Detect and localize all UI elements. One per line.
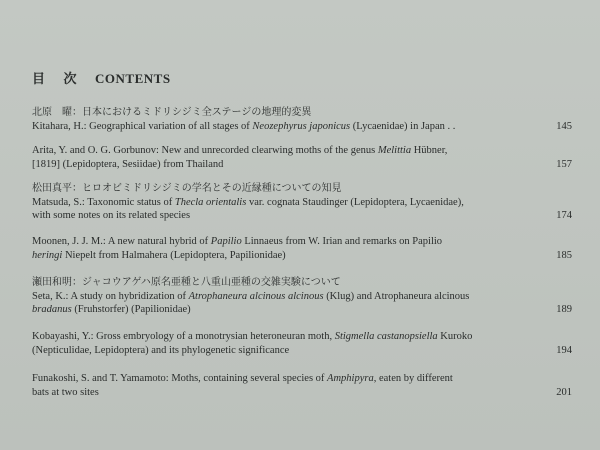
entry-italic: Stigmella castanopsiella xyxy=(334,331,438,342)
entry-text: , eaten by different xyxy=(373,373,453,384)
entry-line xyxy=(32,144,572,158)
entry-line xyxy=(32,303,572,317)
toc-entry xyxy=(32,106,572,133)
page-number: 189 xyxy=(556,304,572,315)
toc-entry xyxy=(32,372,572,399)
entry-text: Linnaeus from W. Irian and remarks on Papilio xyxy=(241,236,443,247)
entry-italic: Thecla orientalis xyxy=(174,196,247,208)
entry-italic: Neozephyrus japonicus xyxy=(252,120,351,132)
entry-line xyxy=(32,196,572,210)
page-number: 157 xyxy=(556,158,572,170)
entry-line xyxy=(32,120,572,134)
entry-italic: Papilio xyxy=(210,236,242,247)
entry-text: Niepelt from Halmahera (Lepidoptera, Papilionidae) xyxy=(62,249,286,261)
entry-italic: Amphipyra xyxy=(327,373,374,384)
entry-line xyxy=(32,290,572,304)
heading-jp-2: 次 xyxy=(63,71,78,86)
entry-text: Seta, K.: A study on hybridization of xyxy=(32,290,189,302)
entry-jp-title: 松田真平：ヒロオビミドリシジミの学名とその近縁種についての知見 xyxy=(32,183,342,194)
contents-heading xyxy=(32,68,171,87)
entry-italic: Atrophaneura alcinous alcinous xyxy=(188,290,324,302)
page-number: 201 xyxy=(556,386,572,398)
entry-text: Moonen, J. J. M.: A new natural hybrid of xyxy=(32,236,211,247)
entry-line xyxy=(32,330,572,344)
entry-text: Matsuda, S.: Taxonomic status of xyxy=(32,196,175,208)
entry-italic: Melittia xyxy=(377,145,412,156)
entry-line xyxy=(32,249,572,263)
entry-line xyxy=(32,344,572,358)
entry-text: Kobayashi, Y.: Gross embryology of a monotrysian heteroneuran moth, xyxy=(32,331,335,342)
entry-text: var. cognata Staudinger (Lepidoptera, Lycaenidae), xyxy=(246,196,464,208)
entry-text: with some notes on its related species xyxy=(32,210,191,221)
toc-entry xyxy=(32,182,572,223)
entry-italic: bradanus xyxy=(32,304,72,315)
heading-jp-1: 目 xyxy=(32,71,46,86)
entry-italic: heringi xyxy=(32,249,63,261)
heading-title: CONTENTS xyxy=(95,71,171,86)
entry-text: (Lycaenidae) in Japan . . xyxy=(350,120,456,132)
toc-entry xyxy=(32,235,572,262)
entry-text: (Fruhstorfer) (Papilionidae) xyxy=(71,304,191,315)
entry-text: Funakoshi, S. and T. Yamamoto: Moths, containing several species of xyxy=(32,373,328,384)
entry-text: [1819] (Lepidoptera, Sesiidae) from Thailand xyxy=(32,158,224,170)
entry-line xyxy=(32,386,572,400)
entry-text: (Nepticulidae, Lepidoptera) and its phylogenetic significance xyxy=(32,344,290,356)
toc-entry xyxy=(32,144,572,171)
toc-entry xyxy=(32,330,572,357)
entry-text: Arita, Y. and O. G. Gorbunov: New and unrecorded clearwing moths of the genus xyxy=(32,145,378,156)
entry-text: (Klug) and Atrophaneura alcinous xyxy=(323,290,470,302)
entry-line xyxy=(32,158,572,172)
entry-text: Kuroko xyxy=(437,331,473,342)
entry-text: Kitahara, H.: Geographical variation of all stages of xyxy=(32,120,253,132)
entry-line xyxy=(32,235,572,249)
entry-jp-title: 瀬田和明：ジャコウアゲハ原名亜種と八重山亜種の交雑実験について xyxy=(32,277,341,288)
entry-jp-title: 北原 曜：日本におけるミドリシジミ全ステージの地理的変異 xyxy=(32,107,312,118)
page-number: 194 xyxy=(556,344,572,356)
page-number: 174 xyxy=(556,210,572,221)
entry-text: Hübner, xyxy=(411,145,448,156)
page-number: 145 xyxy=(556,120,572,132)
entry-line xyxy=(32,209,572,223)
entry-line xyxy=(32,372,572,386)
toc-entry xyxy=(32,276,572,317)
page-number: 185 xyxy=(556,249,572,261)
entry-text: bats at two sites xyxy=(32,386,99,398)
